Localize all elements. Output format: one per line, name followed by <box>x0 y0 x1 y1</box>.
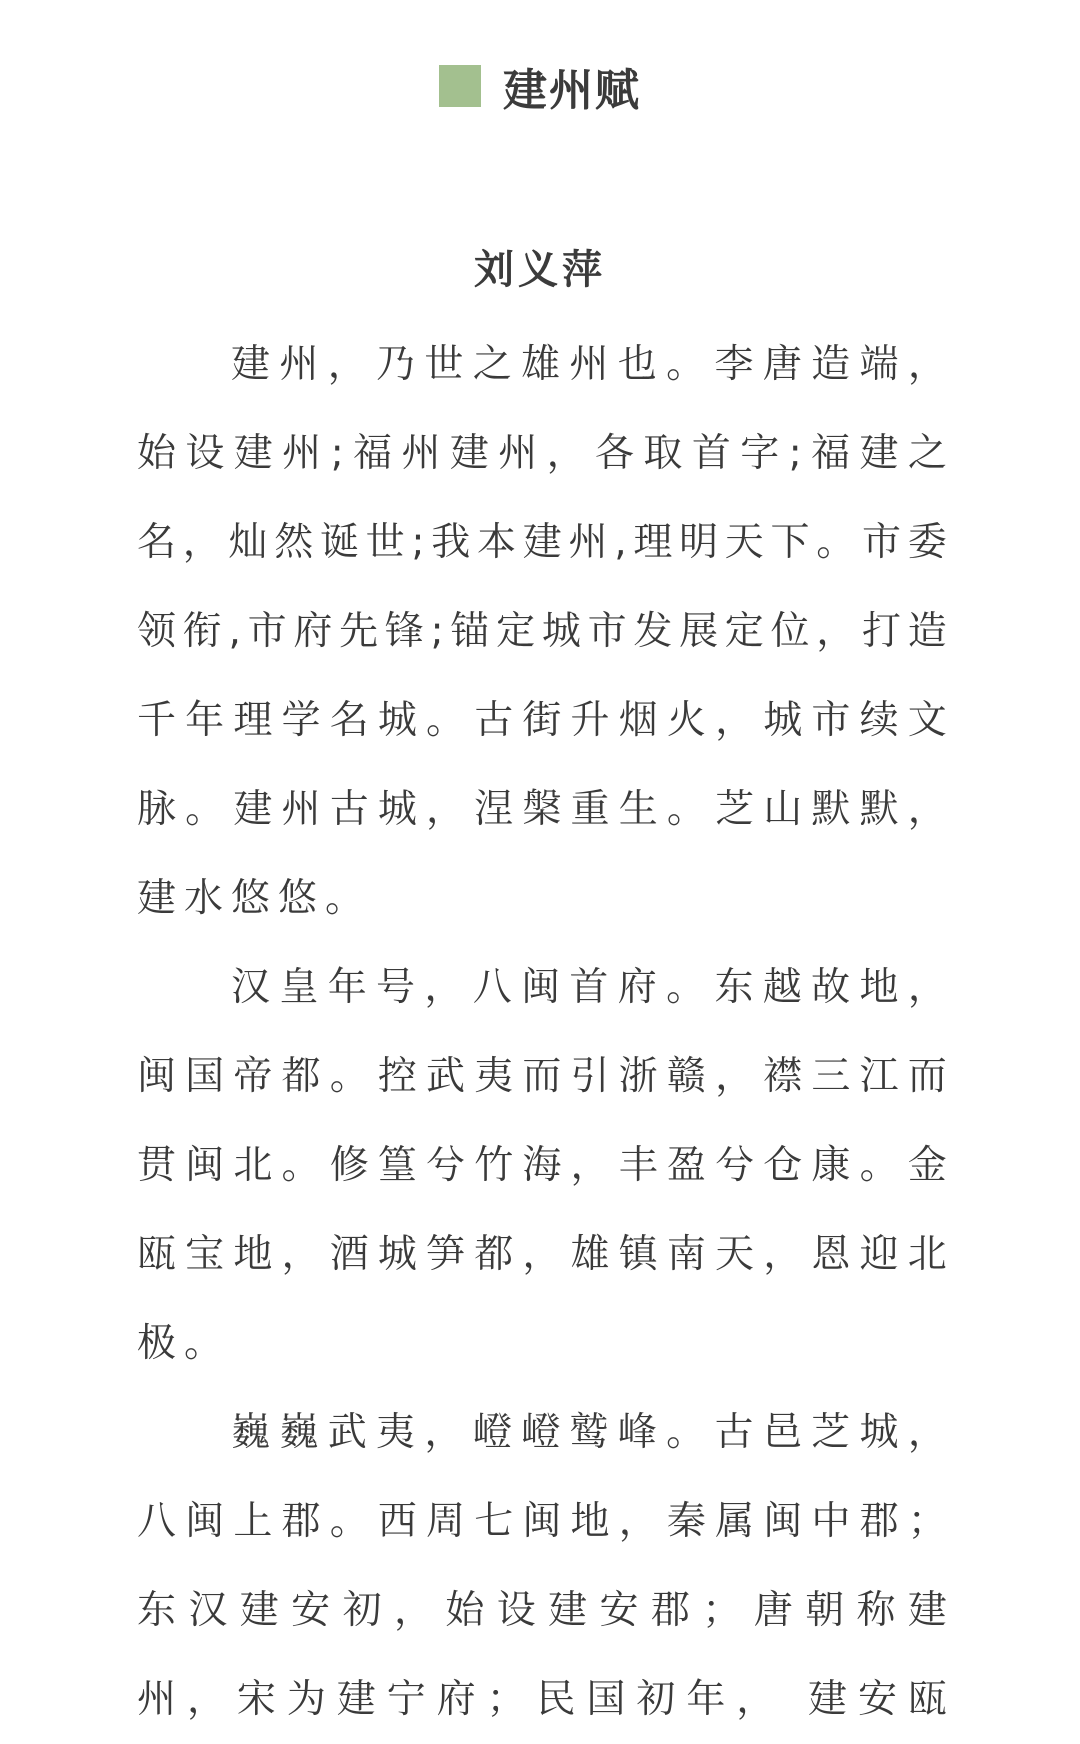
text-char: ; <box>330 431 344 476</box>
text-char: 建 <box>907 1588 947 1633</box>
text-char: 南 <box>666 1232 706 1277</box>
text-char: 脉 <box>137 787 177 832</box>
text-char: 建 <box>859 431 899 476</box>
text-char: 酒 <box>329 1232 369 1277</box>
text-char: 定 <box>724 609 764 654</box>
text-char: 三 <box>811 1054 851 1099</box>
text-char: 闽 <box>185 1499 225 1544</box>
text-char: 首 <box>569 965 609 1010</box>
text-char: 州 <box>401 431 441 476</box>
text-char: 属 <box>715 1499 755 1544</box>
text-char: 汉 <box>188 1588 228 1633</box>
text-char: 建 <box>548 1588 588 1633</box>
text-char: 夷 <box>376 1410 416 1455</box>
text-char: 理 <box>633 520 673 565</box>
text-char: 建 <box>231 342 271 387</box>
text-char: 唐 <box>753 1588 793 1633</box>
text-char: 福 <box>353 431 393 476</box>
text-char: 造 <box>811 342 851 387</box>
text-char: 。 <box>426 698 466 743</box>
text-char: 篁 <box>377 1143 417 1188</box>
text-char: ， <box>426 787 466 832</box>
text-char: 初 <box>342 1588 382 1633</box>
text-char: 乃 <box>376 342 416 387</box>
text-char: 闽 <box>521 965 561 1010</box>
text-char: 芝 <box>715 787 755 832</box>
text-char: 升 <box>570 698 610 743</box>
text-char: 芝 <box>811 1410 851 1455</box>
text-char: 引 <box>570 1054 610 1099</box>
text-char: 海 <box>522 1143 562 1188</box>
text-char: 城 <box>859 1410 899 1455</box>
text-char: 默 <box>811 787 851 832</box>
text-char: 八 <box>472 965 512 1010</box>
text-char: 宋 <box>236 1677 276 1722</box>
text-char: 兮 <box>715 1143 755 1188</box>
text-char: 鹫 <box>569 1410 609 1455</box>
text-char: 字 <box>740 431 780 476</box>
text-char: 街 <box>522 698 562 743</box>
text-char: 建 <box>808 1677 848 1722</box>
text-char: 建 <box>336 1677 376 1722</box>
text-char: 学 <box>281 698 321 743</box>
text-line <box>137 587 947 676</box>
text-char: 嶝 <box>521 1410 561 1455</box>
text-char: 巍 <box>279 1410 319 1455</box>
text-char: 都 <box>474 1232 514 1277</box>
text-char: 城 <box>541 609 581 654</box>
title-text: 建州赋 <box>503 65 641 116</box>
text-char: 市 <box>811 698 851 743</box>
paragraph-1 <box>137 320 947 943</box>
text-char: 年 <box>686 1677 726 1722</box>
author-name: 刘义萍 <box>474 247 606 293</box>
text-char: 名 <box>137 520 177 565</box>
text-char: 夷 <box>474 1054 514 1099</box>
text-char: 仓 <box>763 1143 803 1188</box>
text-char: ， <box>907 787 947 832</box>
text-char: 市 <box>862 520 902 565</box>
text-line <box>137 765 947 854</box>
text-line <box>137 1388 947 1477</box>
text-char: 重 <box>570 787 610 832</box>
text-line <box>137 1477 947 1566</box>
text-char: 皇 <box>279 965 319 1010</box>
text-char: 。 <box>185 787 225 832</box>
text-char: 州 <box>137 1677 177 1722</box>
text-char: 委 <box>907 520 947 565</box>
text-char: 始 <box>137 431 177 476</box>
text-char: 称 <box>856 1588 896 1633</box>
text-char: 天 <box>715 1232 755 1277</box>
text-char: ； <box>486 1677 526 1722</box>
text-char: 浙 <box>618 1054 658 1099</box>
paragraph-2 <box>137 943 947 1388</box>
text-char: 建 <box>522 520 562 565</box>
text-char: 镇 <box>618 1232 658 1277</box>
text-char: 康 <box>811 1143 851 1188</box>
text-line: 建水悠悠。 <box>137 876 373 921</box>
text-line <box>137 1032 947 1121</box>
text-char: 古 <box>474 698 514 743</box>
text-char: 唐 <box>762 342 802 387</box>
text-char: 然 <box>274 520 314 565</box>
text-char: 巍 <box>231 1410 271 1455</box>
text-char: 。 <box>329 1499 369 1544</box>
text-char: 槃 <box>522 787 562 832</box>
text-char: 建 <box>239 1588 279 1633</box>
text-char: 盈 <box>666 1143 706 1188</box>
text-char: 帝 <box>233 1054 273 1099</box>
text-char: 展 <box>679 609 719 654</box>
text-char: 城 <box>763 698 803 743</box>
text-char: 郡 <box>650 1588 690 1633</box>
text-line <box>137 943 947 1032</box>
text-char: 邑 <box>762 1410 802 1455</box>
text-char: 朝 <box>805 1588 845 1633</box>
text-char: 年 <box>327 965 367 1010</box>
text-char: 丰 <box>618 1143 658 1188</box>
text-char: 续 <box>859 698 899 743</box>
text-char: 东 <box>714 965 754 1010</box>
text-line: 极。 <box>137 1321 232 1366</box>
text-char: 都 <box>281 1054 321 1099</box>
text-char: 武 <box>327 1410 367 1455</box>
text-char: 。 <box>816 520 856 565</box>
text-char: 宝 <box>185 1232 225 1277</box>
text-char: 城 <box>377 1232 417 1277</box>
text-char: 国 <box>185 1054 225 1099</box>
text-char: 峰 <box>617 1410 657 1455</box>
text-char: 东 <box>137 1588 177 1633</box>
text-char: 取 <box>643 431 683 476</box>
title-marker-square <box>439 65 481 107</box>
text-char: 地 <box>859 965 899 1010</box>
text-char: 安 <box>857 1677 897 1722</box>
text-char: 贯 <box>137 1143 177 1188</box>
text-char: 之 <box>907 431 947 476</box>
text-char: 端 <box>859 342 899 387</box>
text-line <box>137 409 947 498</box>
text-char: 号 <box>376 965 416 1010</box>
text-line <box>137 1566 947 1655</box>
text-char: 。 <box>666 342 706 387</box>
text-char: 北 <box>233 1143 273 1188</box>
text-char: 生 <box>618 787 658 832</box>
text-char: ， <box>281 1232 321 1277</box>
text-char: 年 <box>185 698 225 743</box>
text-char: 汉 <box>231 965 271 1010</box>
text-char: 各 <box>595 431 635 476</box>
text-char: 州 <box>281 787 321 832</box>
text-char: 古 <box>329 787 369 832</box>
text-char: 明 <box>679 520 719 565</box>
text-char: 城 <box>377 787 417 832</box>
text-char: 州 <box>282 431 322 476</box>
text-char: ， <box>907 342 947 387</box>
text-char: 发 <box>633 609 673 654</box>
text-char: 世 <box>424 342 464 387</box>
text-char: 上 <box>233 1499 273 1544</box>
text-char: 衔 <box>182 609 222 654</box>
text-char: 兮 <box>426 1143 466 1188</box>
text-char: 福 <box>811 431 851 476</box>
text-char: 诞 <box>319 520 359 565</box>
text-char: ， <box>907 1410 947 1455</box>
text-char: 领 <box>137 609 177 654</box>
article-title <box>0 56 1080 116</box>
text-char: 。 <box>666 787 706 832</box>
text-char: ; <box>788 431 802 476</box>
text-char: ， <box>424 965 464 1010</box>
text-char: ; <box>411 520 425 565</box>
text-char: 武 <box>426 1054 466 1099</box>
text-char: 涅 <box>474 787 514 832</box>
text-char: 竹 <box>474 1143 514 1188</box>
text-char: 郡 <box>859 1499 899 1544</box>
text-char: 始 <box>445 1588 485 1633</box>
text-char: ， <box>546 431 586 476</box>
text-char: 迎 <box>859 1232 899 1277</box>
text-char: 造 <box>907 609 947 654</box>
text-char: ， <box>618 1499 658 1544</box>
text-char: 打 <box>862 609 902 654</box>
text-char: ， <box>907 965 947 1010</box>
text-line <box>137 498 947 587</box>
text-char: 设 <box>185 431 225 476</box>
text-char: 府 <box>436 1677 476 1722</box>
text-char: 。 <box>329 1054 369 1099</box>
text-char: 中 <box>811 1499 851 1544</box>
text-char: 古 <box>714 1410 754 1455</box>
text-char: ， <box>393 1588 433 1633</box>
text-char: ； <box>702 1588 742 1633</box>
text-line <box>137 1121 947 1210</box>
text-char: 灿 <box>228 520 268 565</box>
text-char: 州 <box>569 342 609 387</box>
text-char: 山 <box>763 787 803 832</box>
text-char: ， <box>763 1232 803 1277</box>
text-char: 。 <box>666 965 706 1010</box>
text-char: 。 <box>859 1143 899 1188</box>
text-char: 州 <box>568 520 608 565</box>
text-char: ， <box>186 1677 226 1722</box>
text-char: 江 <box>859 1054 899 1099</box>
text-char: ， <box>736 1677 776 1722</box>
text-char: ， <box>570 1143 610 1188</box>
text-char: 西 <box>377 1499 417 1544</box>
text-char: 火 <box>666 698 706 743</box>
text-char: 李 <box>714 342 754 387</box>
text-char: 周 <box>426 1499 466 1544</box>
text-char: 定 <box>496 609 536 654</box>
text-char: 设 <box>496 1588 536 1633</box>
text-char: 雄 <box>570 1232 610 1277</box>
text-char: 初 <box>636 1677 676 1722</box>
text-char: 府 <box>617 965 657 1010</box>
text-line <box>137 1210 947 1299</box>
text-char: 府 <box>293 609 333 654</box>
text-char: 赣 <box>666 1054 706 1099</box>
text-char: 我 <box>431 520 471 565</box>
text-char: 锚 <box>450 609 490 654</box>
text-char: 先 <box>339 609 379 654</box>
text-char: 之 <box>472 342 512 387</box>
text-char: 理 <box>233 698 273 743</box>
text-char: 故 <box>811 965 851 1010</box>
text-char: 郡 <box>281 1499 321 1544</box>
text-char: 而 <box>907 1054 947 1099</box>
text-char: , <box>614 520 627 565</box>
text-char: 雄 <box>521 342 561 387</box>
text-char: , <box>228 609 241 654</box>
text-char: 下 <box>770 520 810 565</box>
text-line <box>137 320 947 409</box>
article-body <box>137 320 947 1744</box>
text-char: 为 <box>286 1677 326 1722</box>
text-char: 世 <box>365 520 405 565</box>
text-char: 国 <box>586 1677 626 1722</box>
text-char: 地 <box>233 1232 273 1277</box>
text-char: ， <box>816 609 856 654</box>
text-char: 瓯 <box>907 1677 947 1722</box>
text-char: 越 <box>762 965 802 1010</box>
text-char: 建 <box>449 431 489 476</box>
text-char: 而 <box>522 1054 562 1099</box>
text-char: 烟 <box>618 698 658 743</box>
text-char: 修 <box>329 1143 369 1188</box>
text-char: 闽 <box>185 1143 225 1188</box>
text-char: 安 <box>291 1588 331 1633</box>
text-char: 本 <box>477 520 517 565</box>
text-char: 州 <box>498 431 538 476</box>
text-char: 。 <box>666 1410 706 1455</box>
text-char: 嶝 <box>472 1410 512 1455</box>
text-char: ， <box>522 1232 562 1277</box>
text-char: 民 <box>536 1677 576 1722</box>
text-char: 名 <box>329 698 369 743</box>
text-char: 金 <box>907 1143 947 1188</box>
text-line <box>137 1655 947 1744</box>
text-char: 瓯 <box>137 1232 177 1277</box>
text-char: 八 <box>137 1499 177 1544</box>
text-char: 笋 <box>426 1232 466 1277</box>
text-char: 锋 <box>384 609 424 654</box>
text-char: 也 <box>617 342 657 387</box>
text-char: 建 <box>233 431 273 476</box>
text-char: 闽 <box>137 1054 177 1099</box>
text-char: 安 <box>599 1588 639 1633</box>
text-char: 襟 <box>763 1054 803 1099</box>
text-char: 默 <box>859 787 899 832</box>
text-char: ， <box>424 1410 464 1455</box>
text-char: 城 <box>377 698 417 743</box>
text-char: 秦 <box>666 1499 706 1544</box>
text-char: 恩 <box>811 1232 851 1277</box>
text-char: 位 <box>770 609 810 654</box>
text-char: ; <box>430 609 444 654</box>
text-char: 七 <box>474 1499 514 1544</box>
text-char: 市 <box>247 609 287 654</box>
text-char: 市 <box>587 609 627 654</box>
text-char: 控 <box>377 1054 417 1099</box>
text-char: ； <box>907 1499 947 1544</box>
text-char: 北 <box>907 1232 947 1277</box>
text-char: 首 <box>691 431 731 476</box>
text-line <box>137 676 947 765</box>
text-char: ， <box>327 342 367 387</box>
text-char: 宁 <box>386 1677 426 1722</box>
text-char: 州 <box>279 342 319 387</box>
text-char: ， <box>182 520 222 565</box>
text-char: 地 <box>570 1499 610 1544</box>
text-char: 。 <box>281 1143 321 1188</box>
text-char: 建 <box>233 787 273 832</box>
text-char: 闽 <box>522 1499 562 1544</box>
text-char: 天 <box>724 520 764 565</box>
text-char: 文 <box>907 698 947 743</box>
text-char: 千 <box>137 698 177 743</box>
text-char: ， <box>715 698 755 743</box>
paragraph-3 <box>137 1388 947 1744</box>
text-char: 闽 <box>763 1499 803 1544</box>
text-char: ， <box>715 1054 755 1099</box>
